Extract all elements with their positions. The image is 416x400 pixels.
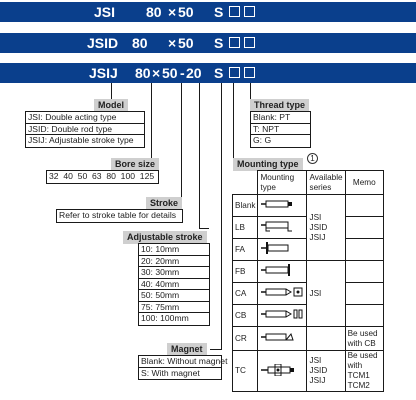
model-item: JSID: Double rod type [26,124,144,136]
code-band-jsid [0,33,416,53]
thread-type-item: G: G [253,135,272,145]
memo-cell [345,217,383,239]
mounting-code: LB [233,217,258,239]
thread-type-list [250,111,311,148]
mounting-icon-cell [258,351,307,392]
mounting-icon-cell [258,283,307,305]
code-box-mounting [229,67,240,78]
adjustable-stroke-item: 50: 50mm [139,290,209,302]
adjustable-stroke-item: 75: 75mm [139,302,209,314]
mounting-code: CA [233,283,258,305]
cylinder-rear-clevis-icon [260,331,296,343]
cylinder-single-clevis-icon [260,286,304,298]
table-header-memo: Memo [345,171,383,195]
connector-line [233,83,234,163]
bore-size-header: Bore size [111,158,159,171]
connector-line [210,349,222,350]
code-times: × [168,4,177,20]
code-times: × [168,35,177,51]
model-item: JSIJ: Adjustable stroke type [28,135,134,145]
code-magnet: S [214,35,224,51]
stroke-text: Refer to stroke table for details [59,210,177,220]
magnet-header: Magnet [167,343,207,356]
mounting-icon-cell [258,217,307,239]
memo-cell: Be used with CB [345,327,383,351]
mounting-icon-cell [258,327,307,351]
code-series: JSIJ [89,65,118,81]
mounting-code: FA [233,239,258,261]
connector-line [199,83,200,228]
code-stroke: 50 [162,65,178,81]
model-item: JSI: Double acting type [26,112,144,124]
adjustable-stroke-list [138,243,210,326]
series-cell: JSI JSID JSIJ [307,195,345,261]
memo-cell [345,239,383,261]
table-header-series: Available series [307,171,345,195]
bore-size-list: 32 40 50 63 80 100 125 [49,171,155,181]
code-stroke: 50 [178,35,194,51]
mounting-icon-cell [258,195,307,217]
stroke-note [56,209,183,223]
code-box-thread [244,37,255,48]
adjustable-stroke-header: Adjustable stroke [123,231,207,244]
cylinder-front-flange-icon [260,242,296,254]
code-adjustable: 20 [186,65,202,81]
code-bore: 80 [132,35,148,51]
table-header-type: Mounting type [258,171,307,195]
code-box-thread [244,6,255,17]
cylinder-basic-icon [260,198,296,210]
cylinder-double-clevis-icon [260,308,304,320]
table-header-code [233,171,258,195]
model-header: Model [94,99,128,112]
stroke-header: Stroke [146,197,182,210]
mounting-code: FB [233,261,258,283]
mounting-code: Blank [233,195,258,217]
code-times: × [152,65,161,81]
connector-line [199,228,209,229]
adjustable-stroke-item: 40: 40mm [139,279,209,291]
thread-type-item: T: NPT [251,124,310,136]
code-series: JSI [94,4,116,20]
adjustable-stroke-item: 30: 30mm [139,267,209,279]
code-stroke: 50 [178,4,194,20]
code-bore: 80 [146,4,162,20]
magnet-item: Blank: Without magnet [141,356,228,366]
code-magnet: S [214,65,224,81]
thread-type-header: Thread type [250,99,309,112]
memo-cell [345,195,383,217]
mounting-icon-cell [258,261,307,283]
magnet-list [138,355,228,380]
cylinder-trunnion-icon [260,364,300,376]
code-dash: - [180,65,185,81]
mounting-code: TC [233,351,258,392]
memo-cell [345,283,383,305]
cylinder-rear-flange-icon [260,264,296,276]
code-band-jsij [0,63,416,83]
memo-cell [345,261,383,283]
adjustable-stroke-item: 20: 20mm [139,256,209,268]
cylinder-foot-icon [260,220,296,232]
mounting-icon-cell [258,239,307,261]
thread-type-item: Blank: PT [251,112,310,124]
mounting-code: CB [233,305,258,327]
series-cell: JSI [307,261,345,327]
code-band-jsi [0,2,416,22]
connector-line [221,83,222,349]
magnet-item: S: With magnet [141,367,200,378]
connector-line [151,83,152,163]
code-box-mounting [229,37,240,48]
memo-cell [345,305,383,327]
note-number-icon: 1 [307,153,318,164]
bore-size-values [46,170,159,184]
code-box-mounting [229,6,240,17]
code-series: JSID [87,35,119,51]
connector-line [181,83,182,201]
mounting-code: CR [233,327,258,351]
mounting-icon-cell [258,305,307,327]
adjustable-stroke-item: 100: 100mm [141,313,189,323]
series-cell: JSI JSID JSIJ [307,351,345,392]
code-bore: 80 [135,65,151,81]
code-box-thread [244,67,255,78]
model-list [25,111,145,148]
adjustable-stroke-item: 10: 10mm [139,244,209,256]
series-cell [307,327,345,351]
mounting-type-table [232,170,384,392]
mounting-type-header: Mounting type [233,158,303,171]
code-magnet: S [214,4,224,20]
memo-cell: Be used with TCM1 TCM2 [345,351,383,392]
